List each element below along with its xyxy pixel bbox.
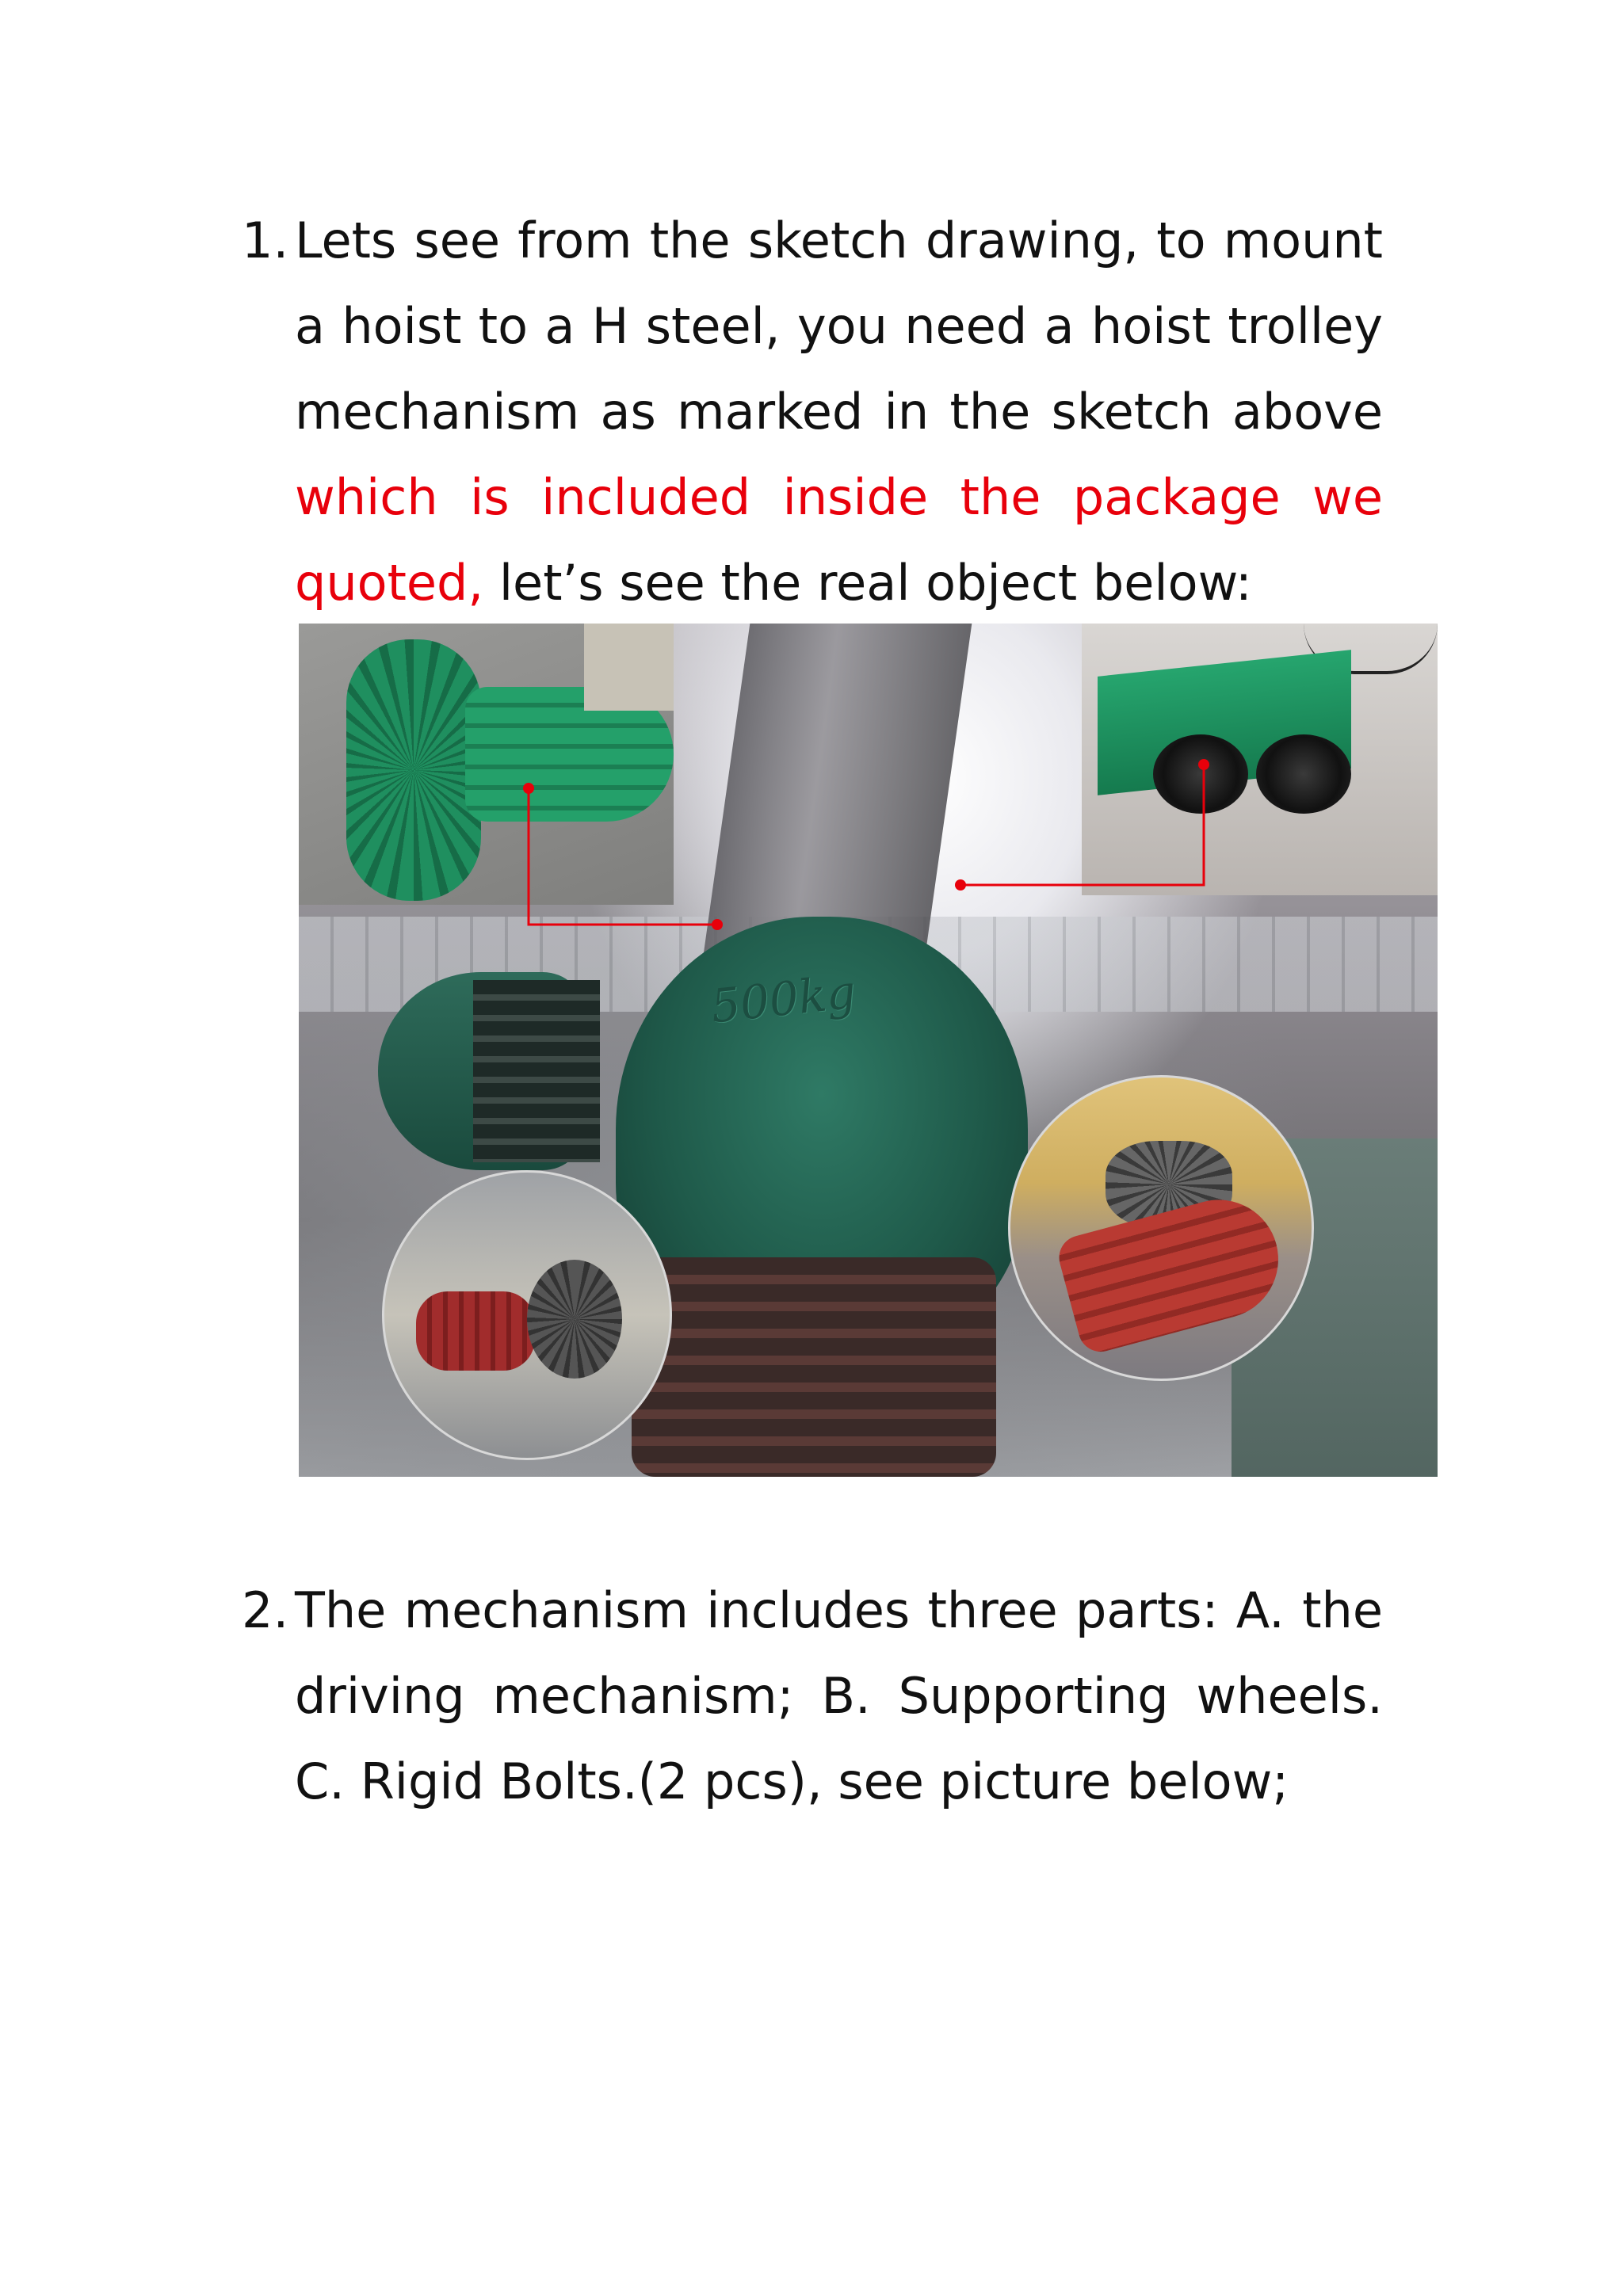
hoist-drum xyxy=(632,1257,996,1477)
gear-wheel xyxy=(346,639,481,901)
hoist-motor-fins xyxy=(473,980,600,1162)
red-motor xyxy=(416,1291,535,1371)
circle-inset-red-trolley-side xyxy=(382,1170,672,1460)
inset-supporting-wheels-photo xyxy=(1082,624,1438,895)
inset-driving-mechanism-photo xyxy=(299,624,674,905)
highlight-text: which is included inside the package we quoted, xyxy=(295,468,1383,612)
marker-dot xyxy=(955,879,966,891)
list-number: 1. xyxy=(242,212,289,269)
list-text xyxy=(295,198,1383,626)
text-segment: let’s see the real object below: xyxy=(483,554,1252,612)
text-segment: Lets see from the sketch drawing, to mount a hoist to a H steel, you need a hoist trolley mechanism as marked in the sketch above xyxy=(295,212,1383,441)
list-item-2 xyxy=(242,1568,1383,1825)
list-text: The mechanism includes three parts: A. the driving mechanism; B. Supporting wheels. C. Rigid Bolts.(2 pcs), see picture below; xyxy=(295,1581,1383,1810)
list-number: 2. xyxy=(242,1581,289,1639)
list-item-1 xyxy=(242,198,1383,626)
trolley-gear xyxy=(527,1260,622,1379)
hoist-capacity-label: 500kg xyxy=(708,964,859,1034)
circle-inset-red-trolley-top xyxy=(1008,1075,1314,1381)
supporting-wheel xyxy=(1153,734,1248,814)
background-box xyxy=(584,624,674,711)
supporting-wheel xyxy=(1256,734,1351,814)
red-motor xyxy=(1054,1187,1292,1357)
hoist-photo-composite xyxy=(299,624,1438,1477)
